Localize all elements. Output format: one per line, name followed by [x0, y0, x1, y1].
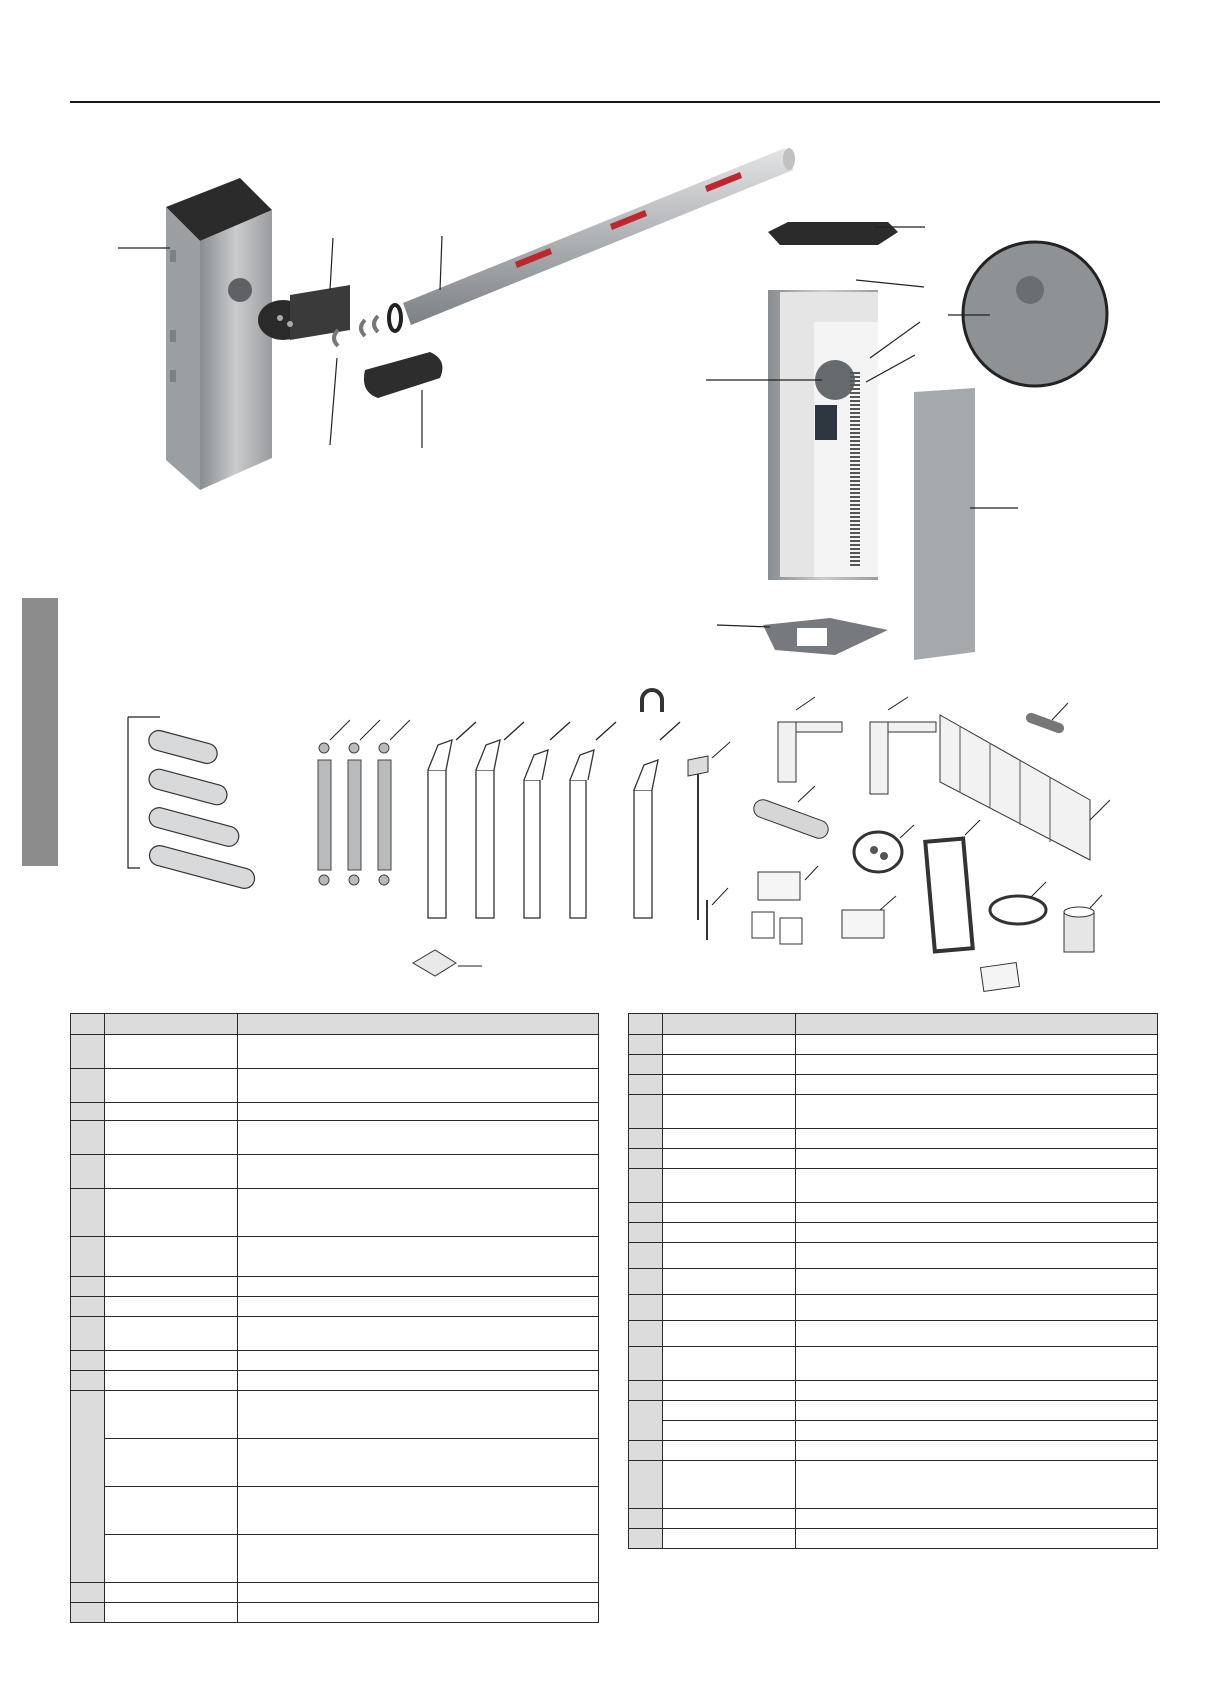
part-description-cell — [238, 1103, 599, 1121]
part-description-cell — [796, 1321, 1158, 1347]
part-code-cell — [105, 1535, 238, 1583]
row-number-cell — [629, 1461, 663, 1509]
part-description-cell — [238, 1535, 599, 1583]
part-description-cell — [796, 1169, 1158, 1203]
part-description-cell — [238, 1487, 599, 1535]
mobile-support-fork-icon — [642, 690, 730, 940]
part-code-cell — [663, 1223, 796, 1243]
part-code-cell — [663, 1461, 796, 1509]
table-row — [629, 1203, 1158, 1223]
row-number-cell — [71, 1189, 105, 1237]
table-row — [71, 1487, 599, 1535]
part-description-cell — [238, 1583, 599, 1603]
part-description-cell — [796, 1441, 1158, 1461]
table-row — [629, 1509, 1158, 1529]
part-code-cell — [105, 1069, 238, 1103]
lighting-cable-icon — [990, 882, 1046, 924]
fixed-support-post-icon — [428, 722, 680, 918]
foundation-plate-icon — [413, 950, 1019, 991]
part-code-cell — [663, 1035, 796, 1055]
row-number-cell — [629, 1381, 663, 1401]
part-description-cell — [796, 1129, 1158, 1149]
part-code-cell — [105, 1487, 238, 1535]
row-number-cell — [629, 1035, 663, 1055]
part-description-cell — [238, 1155, 599, 1189]
table-row — [629, 1269, 1158, 1295]
hub-cover-icon — [364, 352, 443, 398]
part-description-cell — [796, 1055, 1158, 1075]
part-code-cell — [105, 1351, 238, 1371]
part-code-cell — [663, 1441, 796, 1461]
row-number-cell — [629, 1129, 663, 1149]
part-description-cell — [238, 1391, 599, 1439]
table-row — [71, 1277, 599, 1297]
part-code-cell — [105, 1391, 238, 1439]
hinge-joint-icon — [778, 697, 936, 794]
part-description-cell — [796, 1347, 1158, 1381]
row-number-cell — [71, 1121, 105, 1155]
table-row — [629, 1223, 1158, 1243]
part-code-cell — [663, 1381, 796, 1401]
part-code-cell — [663, 1203, 796, 1223]
part-code-cell — [105, 1317, 238, 1351]
part-description-cell — [796, 1075, 1158, 1095]
battery-icon — [752, 912, 802, 944]
table-row — [629, 1169, 1158, 1203]
part-description-cell — [796, 1243, 1158, 1269]
table-row — [629, 1129, 1158, 1149]
table-row — [71, 1189, 599, 1237]
part-code-cell — [663, 1055, 796, 1075]
table-row — [71, 1237, 599, 1277]
table-row — [629, 1461, 1158, 1509]
row-number-cell — [629, 1169, 663, 1203]
row-number-cell — [71, 1035, 105, 1069]
part-description-cell — [796, 1421, 1158, 1441]
part-description-cell — [238, 1439, 599, 1487]
row-number-cell — [629, 1509, 663, 1529]
part-description-cell — [238, 1317, 599, 1351]
row-number-cell — [629, 1441, 663, 1461]
row-number-cell — [71, 1351, 105, 1371]
part-description-cell — [796, 1149, 1158, 1169]
row-number-cell — [71, 1603, 105, 1623]
part-description-cell — [796, 1381, 1158, 1401]
balancing-spring-icon — [318, 720, 410, 885]
table-row — [71, 1035, 599, 1069]
table-row — [71, 1121, 599, 1155]
row-number-cell — [71, 1103, 105, 1121]
part-description-cell — [796, 1461, 1158, 1509]
part-description-cell — [238, 1297, 599, 1317]
part-code-cell — [663, 1421, 796, 1441]
row-number-cell — [629, 1075, 663, 1095]
table-row — [71, 1297, 599, 1317]
table-row — [71, 1391, 599, 1439]
part-description-cell — [796, 1223, 1158, 1243]
part-code-cell — [663, 1321, 796, 1347]
row-number-cell — [629, 1243, 663, 1269]
table-row — [629, 1035, 1158, 1055]
part-description-cell — [238, 1069, 599, 1103]
part-description-cell — [238, 1351, 599, 1371]
parts-table-right — [628, 1013, 1158, 1549]
rubber-profile-icon — [751, 786, 830, 841]
part-code-cell — [663, 1269, 796, 1295]
table-row — [629, 1075, 1158, 1095]
table-row — [71, 1103, 599, 1121]
table-row — [629, 1401, 1158, 1421]
boom-arm-icon — [403, 148, 795, 325]
part-code-cell — [105, 1237, 238, 1277]
table-row — [629, 1149, 1158, 1169]
part-description-cell — [796, 1269, 1158, 1295]
adhesive-tape-icon — [1064, 895, 1102, 952]
row-number-cell — [629, 1095, 663, 1129]
part-code-cell — [663, 1295, 796, 1321]
table-row — [629, 1055, 1158, 1075]
part-code-cell — [663, 1243, 796, 1269]
table-row — [71, 1439, 599, 1487]
row-number-cell — [71, 1237, 105, 1277]
row-number-cell — [629, 1269, 663, 1295]
part-description-cell — [796, 1035, 1158, 1055]
row-number-cell — [629, 1295, 663, 1321]
part-code-cell — [105, 1603, 238, 1623]
row-number-cell — [629, 1203, 663, 1223]
table-row — [629, 1421, 1158, 1441]
table-row — [71, 1317, 599, 1351]
part-code-cell — [105, 1121, 238, 1155]
part-code-cell — [105, 1371, 238, 1391]
row-number-cell — [71, 1155, 105, 1189]
part-description-cell — [238, 1603, 599, 1623]
table-row — [629, 1529, 1158, 1549]
row-number-cell — [71, 1371, 105, 1391]
part-code-cell — [105, 1155, 238, 1189]
coil-icon — [854, 825, 914, 872]
table-row — [629, 1243, 1158, 1269]
part-code-cell — [663, 1149, 796, 1169]
part-code-cell — [105, 1439, 238, 1487]
part-description-cell — [796, 1401, 1158, 1421]
part-code-cell — [663, 1509, 796, 1529]
row-number-cell — [629, 1401, 663, 1441]
part-code-cell — [663, 1401, 796, 1421]
part-code-cell — [105, 1583, 238, 1603]
row-number-cell — [629, 1149, 663, 1169]
row-number-cell — [71, 1297, 105, 1317]
table-row — [71, 1583, 599, 1603]
part-description-cell — [238, 1189, 599, 1237]
row-number-cell — [71, 1583, 105, 1603]
table-row — [629, 1441, 1158, 1461]
table-row — [629, 1347, 1158, 1381]
part-description-cell — [796, 1295, 1158, 1321]
row-number-cell — [71, 1391, 105, 1583]
row-number-cell — [629, 1055, 663, 1075]
part-code-cell — [105, 1297, 238, 1317]
table-row — [629, 1321, 1158, 1347]
parts-table-left — [70, 1013, 599, 1623]
part-code-cell — [105, 1189, 238, 1237]
boom-section-icon — [128, 717, 257, 891]
part-description-cell — [238, 1371, 599, 1391]
part-description-cell — [796, 1095, 1158, 1129]
table-header — [629, 1014, 1158, 1035]
table-row — [71, 1155, 599, 1189]
table-row — [629, 1381, 1158, 1401]
table-row — [71, 1351, 599, 1371]
part-code-cell — [105, 1277, 238, 1297]
part-description-cell — [238, 1121, 599, 1155]
part-code-cell — [663, 1129, 796, 1149]
row-number-cell — [71, 1277, 105, 1297]
row-number-cell — [629, 1529, 663, 1549]
row-number-cell — [629, 1347, 663, 1381]
open-cabinet-icon — [763, 222, 1107, 660]
part-code-cell — [663, 1169, 796, 1203]
part-description-cell — [796, 1203, 1158, 1223]
part-description-cell — [238, 1277, 599, 1297]
part-description-cell — [796, 1529, 1158, 1549]
row-number-cell — [71, 1069, 105, 1103]
part-code-cell — [663, 1075, 796, 1095]
row-number-cell — [629, 1223, 663, 1243]
barrier-cabinet-icon — [166, 178, 272, 490]
part-code-cell — [663, 1095, 796, 1129]
part-code-cell — [105, 1103, 238, 1121]
part-code-cell — [105, 1035, 238, 1069]
table-row — [629, 1295, 1158, 1321]
table-row — [71, 1535, 599, 1583]
table-header — [71, 1014, 599, 1035]
table-row — [629, 1095, 1158, 1129]
part-code-cell — [663, 1529, 796, 1549]
part-code-cell — [663, 1347, 796, 1381]
part-description-cell — [796, 1509, 1158, 1529]
table-row — [71, 1603, 599, 1623]
part-description-cell — [238, 1035, 599, 1069]
table-row — [71, 1371, 599, 1391]
table-row — [71, 1069, 599, 1103]
row-number-cell — [71, 1317, 105, 1351]
part-description-cell — [238, 1237, 599, 1277]
photocell-board-icon — [758, 866, 896, 938]
row-number-cell — [629, 1321, 663, 1347]
